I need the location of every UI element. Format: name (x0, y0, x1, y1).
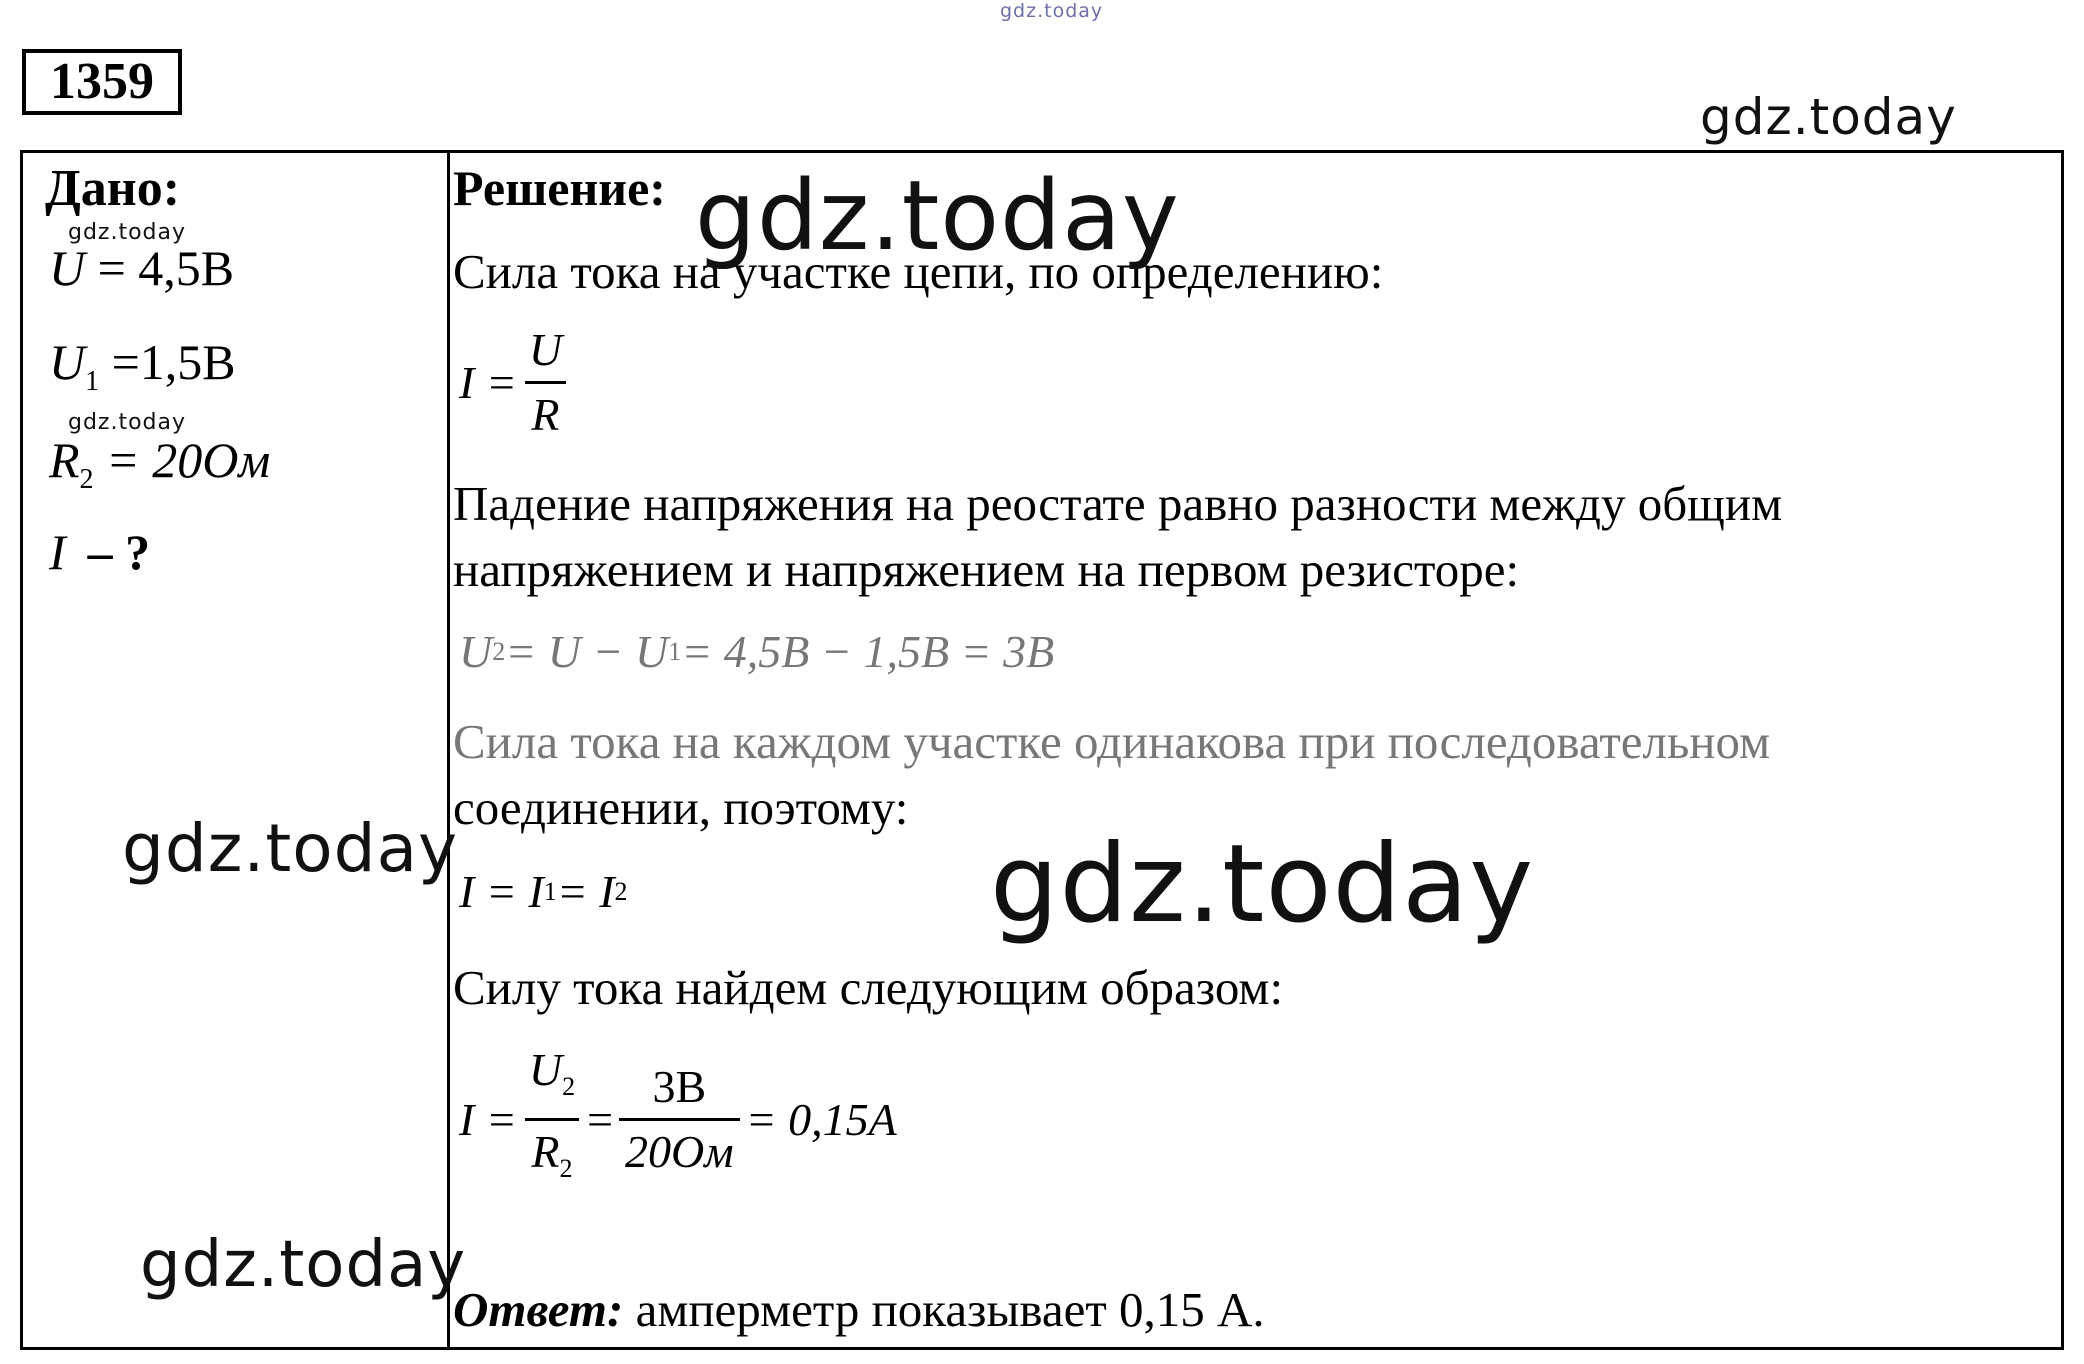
given-unknown: I – ? (49, 524, 151, 580)
problem-number: 1359 (22, 49, 182, 115)
solution-title: Решение: (453, 160, 666, 216)
given-title: Дано: (45, 160, 181, 217)
given-resistance-2: $R_2 = 20Ом$ (49, 432, 271, 495)
fraction-3b-over-20ohm: $\frac{3B}{20Ом}$ (619, 1060, 740, 1179)
column-divider (447, 153, 450, 1347)
given-voltage-total: U = 4,5B (49, 240, 235, 296)
solution-line-1: Сила тока на участке цепи, по определению: (453, 244, 1384, 299)
fraction-u2-over-r2: $\frac{U_2}{R_2}$ (523, 1043, 581, 1196)
solution-line-4: Сила тока на каждом участке одинакова при последовательном (453, 714, 1771, 769)
fraction-u-over-r: $\frac{U}{R}$ (523, 323, 568, 442)
solution-line-6: Силу тока найдем следующим образом: (453, 960, 1284, 1015)
formula-current-result: I = $\frac{U_2}{R_2}$ = $\frac{3B}{20Ом}$ = 0,15A (459, 1043, 897, 1196)
answer-text: амперметр показывает 0,15 А. (623, 1282, 1265, 1337)
answer (453, 1281, 1265, 1338)
formula-voltage-drop: U 2 = U − U 1 = 4,5B − 1,5B = 3B (459, 626, 1055, 677)
watermark-header: gdz.today (695, 160, 1180, 272)
given-voltage-1: $U_1 =1,5B$ (49, 334, 236, 397)
formula-ohms-law: I = $\frac{U}{R}$ (459, 323, 574, 442)
solution-line-3: напряжением и напряжением на первом резисторе: (453, 542, 1520, 597)
solution-line-5: соединении, поэтому: (453, 780, 909, 835)
answer-label: Ответ: (453, 1282, 624, 1337)
solution-line-2: Падение напряжения на реостате равно разности между общим (453, 476, 1783, 531)
watermark-given-2: gdz.today (68, 410, 187, 435)
watermark-left-1: gdz.today (122, 810, 459, 887)
formula-equal-currents: I = I 1 = I 2 (459, 866, 628, 917)
watermark-given-1: gdz.today (68, 220, 187, 245)
solution-table (20, 150, 2064, 1350)
watermark-center: gdz.today (990, 822, 1535, 947)
watermark-left-2: gdz.today (140, 1228, 467, 1302)
watermark-right: gdz.today (1700, 88, 1957, 146)
watermark-top: gdz.today (1000, 0, 1104, 22)
